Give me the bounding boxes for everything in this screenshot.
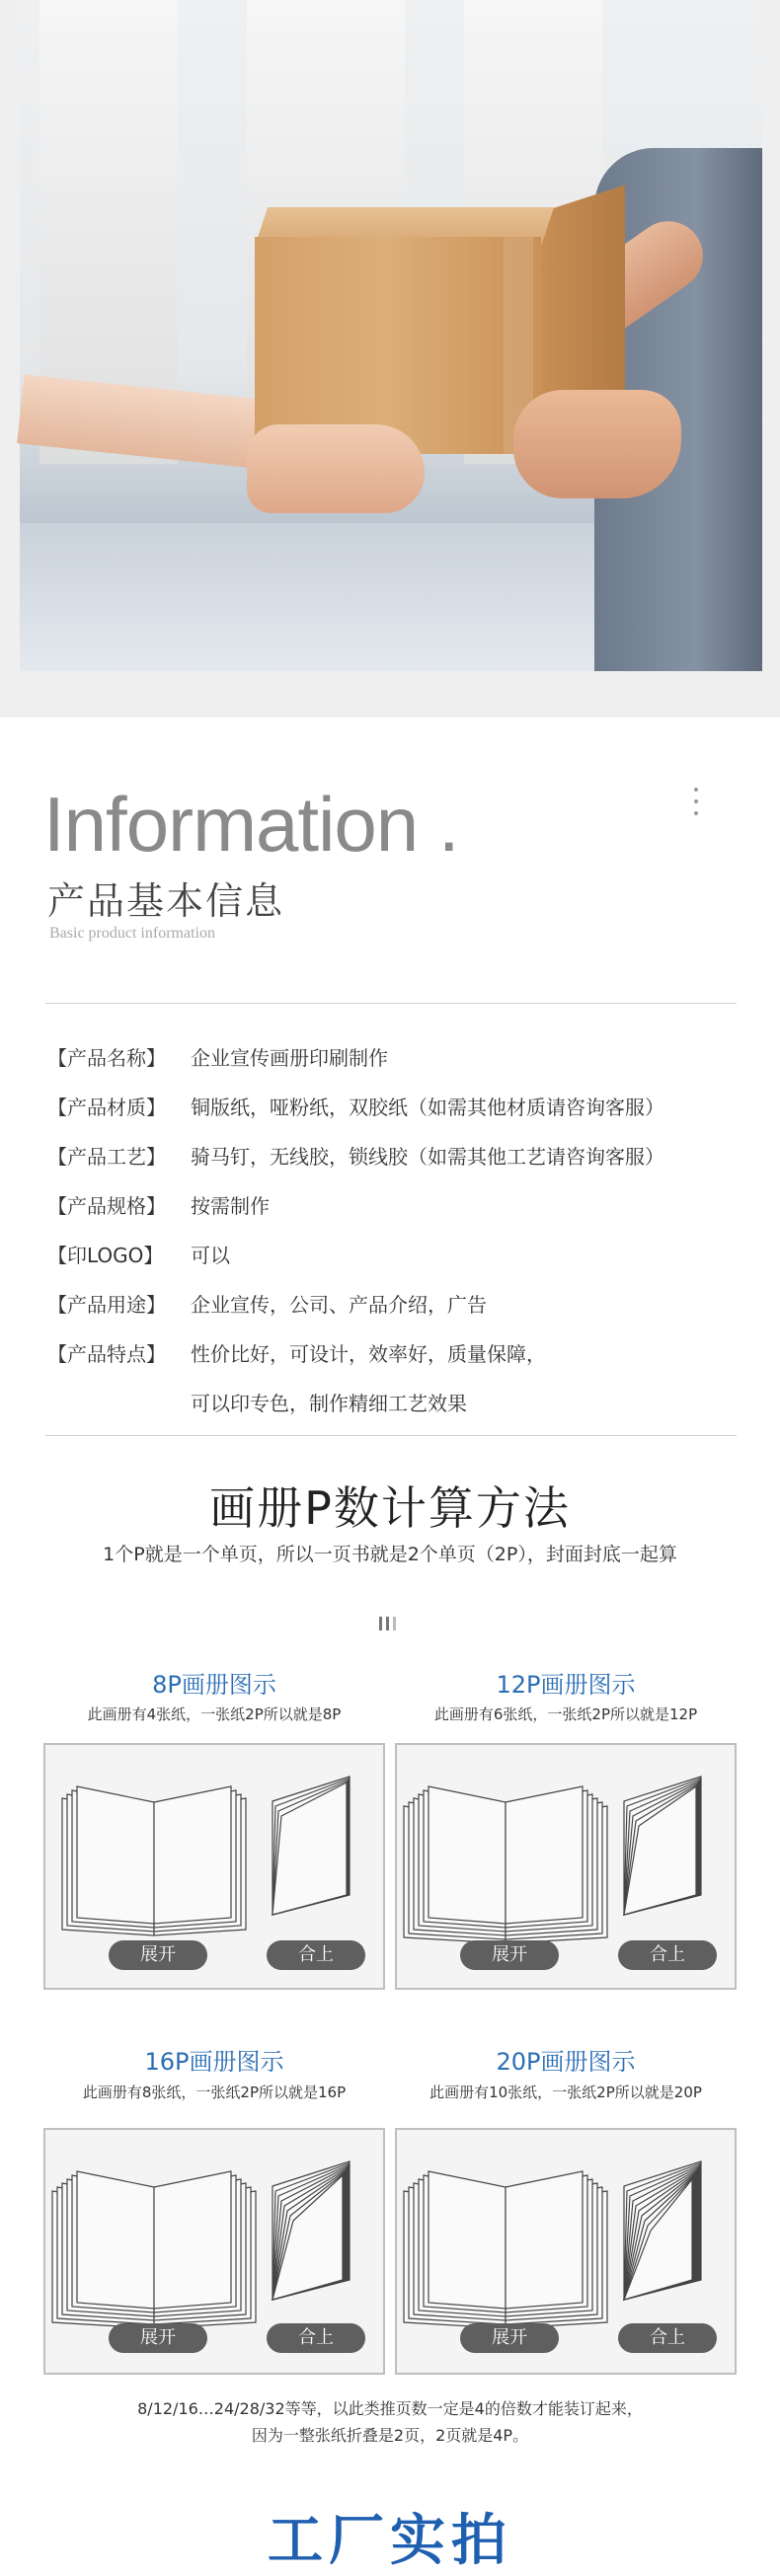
hero-section xyxy=(0,0,780,718)
fig-16p-closed-label: 合上 xyxy=(267,2323,365,2353)
hero-photo-delivery-box xyxy=(20,0,762,671)
fig-12p-title: 12P画册图示 xyxy=(496,1671,636,1699)
spec-row-craft: 【产品工艺】 骑马钉，无线胶，锁线胶（如需其他工艺请咨询客服） xyxy=(47,1145,664,1169)
fig-8p-panel xyxy=(43,1743,385,1990)
receiver-hand xyxy=(247,424,425,513)
fig-20p-closed-label: 合上 xyxy=(618,2323,717,2353)
fig-16p-panel xyxy=(43,2128,385,2375)
spec-row-logo: 【印LOGO】 可以 xyxy=(47,1244,230,1267)
fig-12p-closed-label: 合上 xyxy=(618,1940,717,1970)
spec-row-material: 【产品材质】 铜版纸，哑粉纸，双胶纸（如需其他材质请咨询客服） xyxy=(47,1096,664,1119)
divider-bottom xyxy=(45,1435,737,1436)
spec-row-features: 【产品特点】 性价比好，可设计，效率好，质量保障， xyxy=(47,1342,546,1366)
fig-8p-open-label: 展开 xyxy=(109,1940,207,1970)
fig-12p-note: 此画册有6张纸，一张纸2P所以就是12P xyxy=(433,1705,698,1723)
calc-footer-line-2: 因为一整张纸折叠是2页，2页就是4P。 xyxy=(251,2426,529,2445)
calc-footer-line-1: 8/12/16…24/28/32等等，以此类推页数一定是4的倍数才能装订起来， xyxy=(137,2399,643,2418)
info-title-cn: 产品基本信息 xyxy=(47,879,285,923)
fig-12p-panel xyxy=(395,1743,737,1990)
next-section-title: 工厂实拍 xyxy=(268,2509,512,2573)
spec-row-features-cont: 可以印专色，制作精细工艺效果 xyxy=(191,1392,467,1415)
divider-top xyxy=(45,1003,737,1004)
cardboard-box xyxy=(255,237,541,454)
fig-8p-note: 此画册有4张纸，一张纸2P所以就是8P xyxy=(87,1705,342,1723)
courier-hand xyxy=(513,390,681,498)
spec-row-usage: 【产品用途】 企业宣传，公司、产品介绍，广告 xyxy=(47,1293,487,1317)
info-title-en: Information . xyxy=(43,781,459,868)
fig-20p-panel xyxy=(395,2128,737,2375)
more-dots-icon xyxy=(692,788,700,823)
fig-16p-title: 16P画册图示 xyxy=(144,2048,284,2076)
fig-20p-open-label: 展开 xyxy=(460,2323,559,2353)
spec-row-name: 【产品名称】 企业宣传画册印刷制作 xyxy=(47,1046,388,1070)
fig-8p-closed-label: 合上 xyxy=(267,1940,365,1970)
fig-16p-open-label: 展开 xyxy=(109,2323,207,2353)
info-subtitle-en: Basic product information xyxy=(49,925,215,942)
calc-desc: 1个P就是一个单页，所以一页书就是2个单页（2P），封面封底一起算 xyxy=(103,1544,677,1565)
fig-8p-title: 8P画册图示 xyxy=(152,1671,276,1699)
fig-16p-note: 此画册有8张纸，一张纸2P所以就是16P xyxy=(82,2084,347,2101)
fig-20p-title: 20P画册图示 xyxy=(496,2048,636,2076)
fig-12p-open-label: 展开 xyxy=(460,1940,559,1970)
calc-title: 画册P数计算方法 xyxy=(209,1481,571,1535)
section-divider-bars-icon xyxy=(379,1617,405,1630)
spec-row-size: 【产品规格】 按需制作 xyxy=(47,1194,270,1218)
fig-20p-note: 此画册有10张纸，一张纸2P所以就是20P xyxy=(429,2084,702,2101)
